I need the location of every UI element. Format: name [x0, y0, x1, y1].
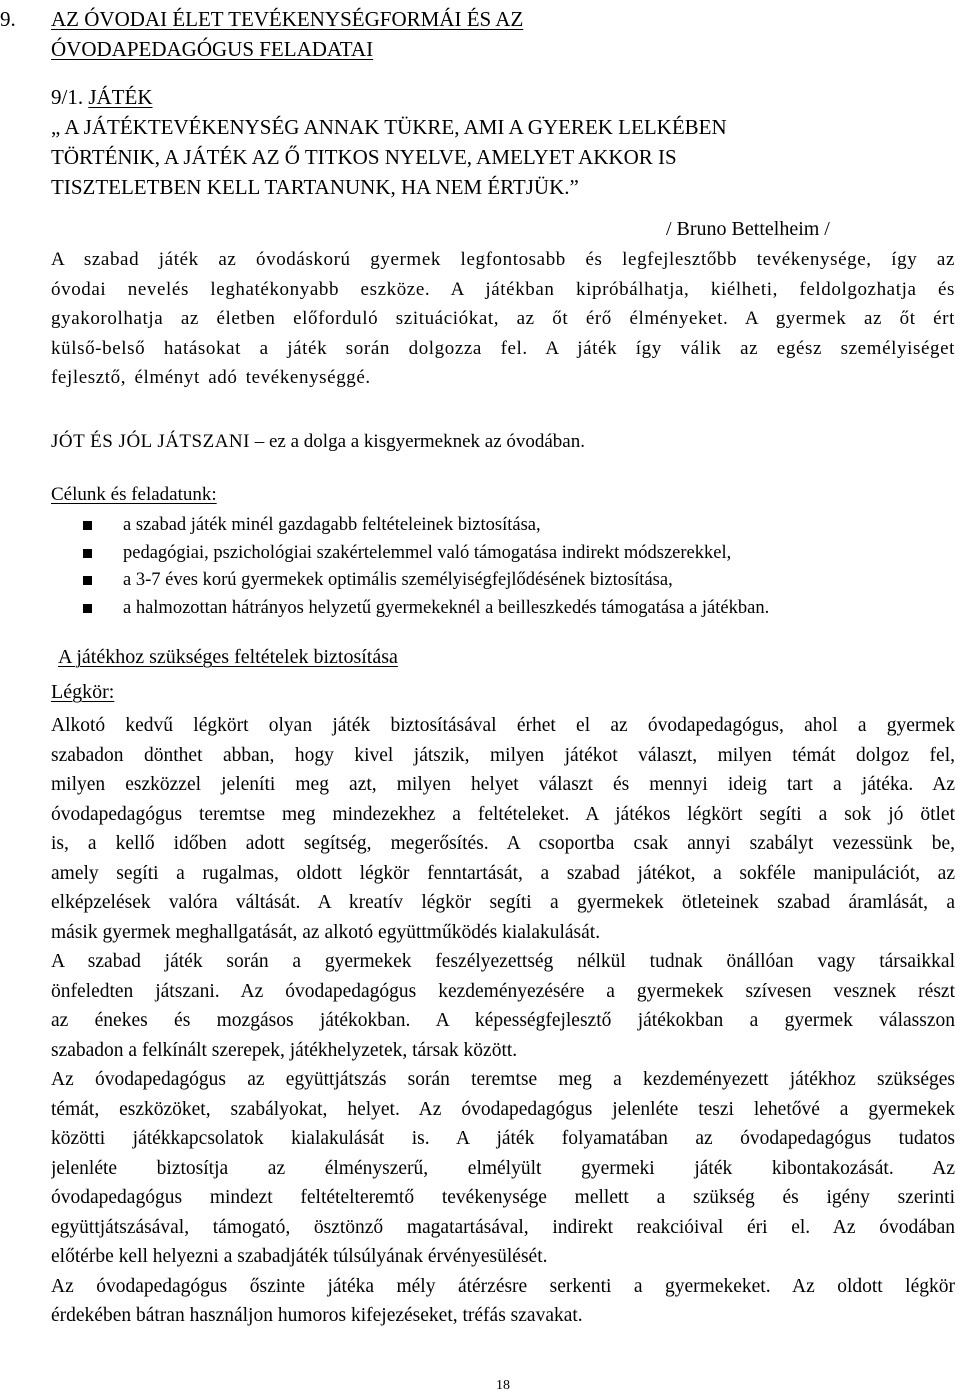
motto-emphasis: JÓT ÉS JÓL JÁTSZANI	[51, 431, 250, 452]
square-bullet-icon	[83, 604, 92, 613]
paragraph-line: fejlesztő, élményt adó tevékenységgé.	[51, 367, 371, 388]
paragraph-line: is, a kellő időben adott segítség, megerősítés. A csoportba csak annyi szabályt vezessünk be,	[51, 833, 955, 854]
paragraph-line: gyakorolhatja az életben előforduló szituációkat, az őt érő élményeket. A gyermek az őt ért	[51, 308, 955, 329]
section-heading	[51, 82, 153, 112]
paragraph-line: szabadon a felkínált szerepek, játékhelyzetek, társak között.	[51, 1039, 518, 1061]
motto-text: – ez a dolga a kisgyermeknek az óvodában.	[249, 431, 585, 452]
paragraph-line: A szabad játék az óvodáskorú gyermek legfontosabb és legfejlesztőbb tevékenysége, így az	[51, 249, 955, 270]
list-item: a halmozottan hátrányos helyzetű gyermekeknél a beilleszkedés támogatása a játékban.	[83, 595, 769, 623]
paragraph-line: érdekében bátran használjon humoros kifejezéseket, tréfás szavakat.	[51, 1305, 583, 1326]
quote-line: TISZTELETBEN KELL TARTANUNK, HA NEM ÉRTJÜK.”	[51, 175, 579, 199]
atmosphere-subtitle: Légkör:	[51, 681, 115, 703]
paragraph-line: közötti játékkapcsolatok kialakulását is. A játék folyamatában az óvodapedagógus tudatos	[51, 1128, 955, 1149]
paragraph-line: előtérbe kell helyezni a szabadjáték túlsúlyának érvényesülését.	[51, 1246, 548, 1267]
section-number: 9/1.	[51, 85, 84, 109]
square-bullet-icon	[83, 576, 92, 585]
paragraph-line: óvodai nevelés leghatékonyabb eszköze. A játékban kipróbálhatja, kiélheti, feldolgozhatja és	[51, 278, 955, 300]
chapter-number: 9.	[0, 7, 16, 31]
paragraph-line: jelenléte biztosítja az élményszerű, elmélyült gyermeki játék kibontakozását. Az	[51, 1157, 955, 1179]
paragraph-line: témát, eszközöket, szabályokat, helyet. Az óvodapedagógus jelenléte teszi lehetővé a gyermekek	[51, 1098, 955, 1120]
paragraph-line: Az óvodapedagógus az együttjátszás során teremtse meg a kezdeményezett játékhoz szükséges	[51, 1069, 955, 1090]
list-item: a szabad játék minél gazdagabb feltételeinek biztosítása,	[83, 512, 769, 540]
motto-line	[51, 431, 585, 453]
paragraph-line: az énekes és mozgásos játékokban. A képességfejlesztő játékokban a gyermek válasszon	[51, 1010, 955, 1031]
paragraph-line: óvodapedagógus mindezt feltételteremtő tevékenysége mellett a szükség és igény szerinti	[51, 1187, 955, 1208]
paragraph-line: milyen eszközzel jeleníti meg azt, milyen helyet választ és mennyi ideig tart a játéka. Az	[51, 774, 955, 795]
goals-title: Célunk és feladatunk:	[51, 484, 217, 505]
goals-list	[83, 512, 769, 622]
paragraph-line: külső-belső hatásokat a játék során dolgozza fel. A játék így válik az egész személyiséget	[51, 337, 955, 359]
quote-attribution: / Bruno Bettelheim /	[666, 218, 830, 240]
quote-line: TÖRTÉNIK, A JÁTÉK AZ Ő TITKOS NYELVE, AMELYET AKKOR IS	[51, 145, 677, 169]
paragraph-line: elképzelések valóra váltását. A kreatív légkör segíti a gyermekek ötleteinek szabad áramlását, a	[51, 892, 955, 913]
quote-line: „ A JÁTÉKTEVÉKENYSÉG ANNAK TÜKRE, AMI A GYEREK LELKÉBEN	[51, 115, 727, 139]
square-bullet-icon	[83, 521, 92, 530]
paragraph-line: Alkotó kedvű légkört olyan játék biztosításával érhet el az óvodapedagógus, ahol a gyermek	[51, 715, 955, 736]
paragraph-line: óvodapedagógus teremtse meg mindezekhez a feltételeket. A játékos légkört segíti a sok jó ötlet	[51, 803, 955, 825]
paragraph-line: A szabad játék során a gyermekek feszélyezettség nélkül tudnak önállóan vagy társaikkal	[51, 951, 955, 972]
paragraph-line: szabadon dönthet abban, hogy kivel játszik, milyen játékot választ, milyen témát dolgoz fel,	[51, 744, 955, 766]
intro-paragraph	[51, 245, 955, 393]
body-paragraphs	[51, 711, 955, 1331]
paragraph-line: önfeledten játszani. Az óvodapedagógus kezdeményezésére a gyermekek szívesen vesznek részt	[51, 980, 955, 1002]
epigraph-quote	[51, 112, 851, 202]
list-item: pedagógiai, pszichológiai szakértelemmel való támogatása indirekt módszerekkel,	[83, 540, 769, 568]
conditions-title: A játékhoz szükséges feltételek biztosítása	[58, 646, 398, 668]
square-bullet-icon	[83, 549, 92, 558]
paragraph-line: Az óvodapedagógus őszinte játéka mély átérzésre serkenti a gyermekeket. Az oldott légkör	[51, 1275, 955, 1297]
paragraph-line: másik gyermek meghallgatását, az alkotó együttműködés kialakulását.	[51, 921, 601, 943]
page-number: 18	[496, 1378, 510, 1393]
paragraph-line: amely segíti a rugalmas, oldott légkör fenntartását, a szabad játékot, a sokféle manipulációt, az	[51, 862, 955, 884]
paragraph-line: együttjátszásával, támogató, ösztönző magatartásával, indirekt reakcióival éri el. Az óvodában	[51, 1216, 955, 1238]
chapter-title-line-1: AZ ÓVODAI ÉLET TEVÉKENYSÉGFORMÁI ÉS AZ	[51, 7, 524, 31]
chapter-title-line-2: ÓVODAPEDAGÓGUS FELADATAI	[51, 37, 374, 61]
list-item: a 3-7 éves korú gyermekek optimális személyiségfejlődésének biztosítása,	[83, 567, 769, 595]
section-title: JÁTÉK	[88, 85, 153, 109]
